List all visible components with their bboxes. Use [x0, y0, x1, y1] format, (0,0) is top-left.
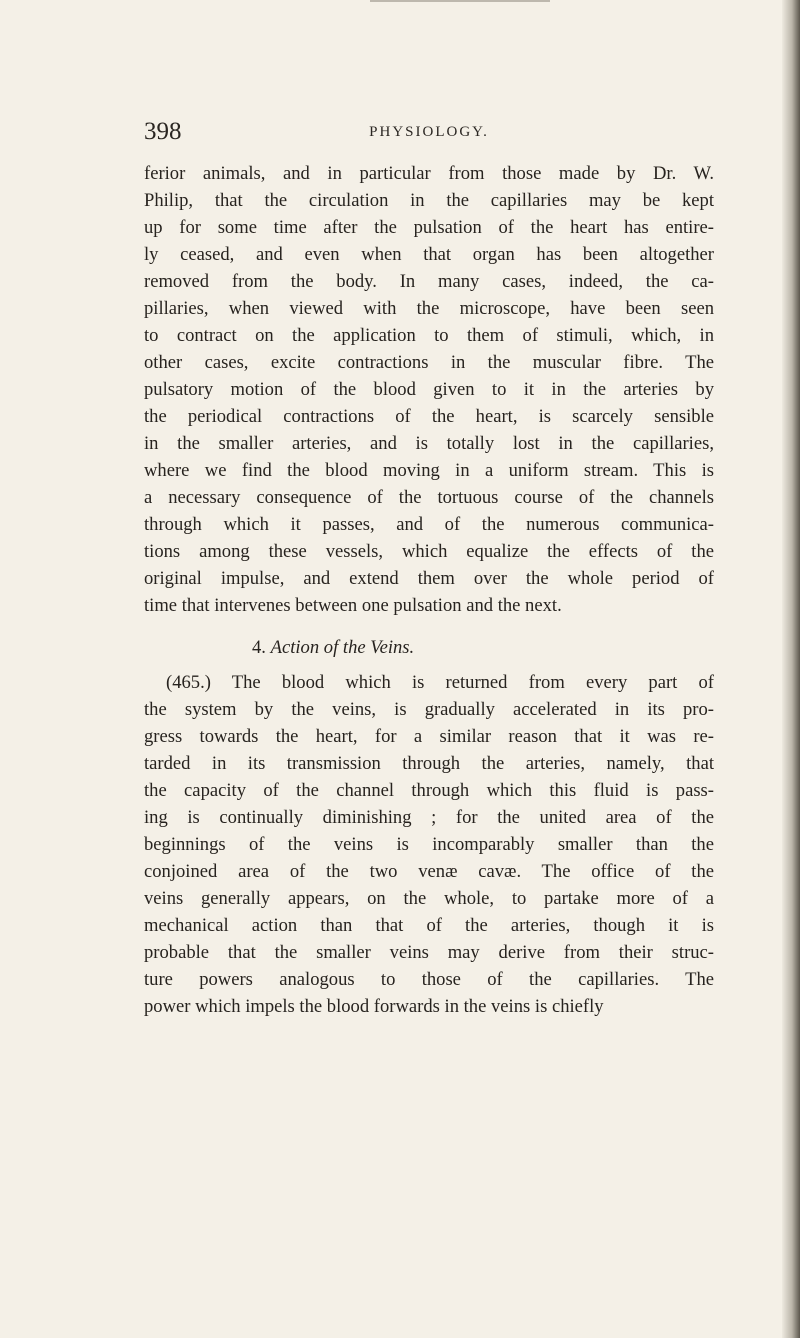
- text-line: other cases, excite contractions in the muscular fibre. The: [144, 352, 714, 373]
- text-line: beginnings of the veins is incomparably smaller than the: [144, 834, 714, 855]
- text-line: tarded in its transmission through the arteries, namely, that: [144, 753, 714, 774]
- text-line: Philip, that the circulation in the capillaries may be kept: [144, 190, 714, 211]
- text-line: pillaries, when viewed with the microscope, have been seen: [144, 298, 714, 319]
- text-line: where we find the blood moving in a uniform stream. This is: [144, 460, 714, 481]
- text-line: mechanical action than that of the arteries, though it is: [144, 915, 714, 936]
- section-heading: [144, 627, 714, 669]
- page-body: [144, 160, 714, 1020]
- text-line: tions among these vessels, which equalize the effects of the: [144, 541, 714, 562]
- running-head: PHYSIOLOGY.: [369, 124, 489, 140]
- text-line: veins generally appears, on the whole, to partake more of a: [144, 888, 714, 909]
- text-line: power which impels the blood forwards in the veins is chiefly: [144, 996, 604, 1017]
- text-line: ing is continually diminishing ; for the united area of the: [144, 807, 714, 828]
- text-line: up for some time after the pulsation of the heart has entire-: [144, 217, 714, 238]
- text-line: time that intervenes between one pulsation and the next.: [144, 595, 562, 616]
- text-line: conjoined area of the two venæ cavæ. The office of the: [144, 861, 714, 882]
- page-header: [144, 118, 714, 148]
- text-line: original impulse, and extend them over the whole period of: [144, 568, 714, 589]
- text-line: (465.) The blood which is returned from every part of: [166, 672, 714, 693]
- text-line: the capacity of the channel through which this fluid is pass-: [144, 780, 714, 801]
- page-top-edge: [370, 0, 550, 2]
- text-line: ture powers analogous to those of the capillaries. The: [144, 969, 714, 990]
- text-line: through which it passes, and of the numerous communica-: [144, 514, 714, 535]
- page-binding-edge: [782, 0, 800, 1338]
- section-title: Action of the Veins.: [270, 637, 415, 658]
- text-line: ly ceased, and even when that organ has been altogether: [144, 244, 714, 265]
- text-line: the periodical contractions of the heart, is scarcely sensible: [144, 406, 714, 427]
- page-number: 398: [144, 118, 182, 145]
- text-line: removed from the body. In many cases, indeed, the ca-: [144, 271, 714, 292]
- text-line: ferior animals, and in particular from those made by Dr. W.: [144, 163, 714, 184]
- text-line: to contract on the application to them of stimuli, which, in: [144, 325, 714, 346]
- paragraph-1: [144, 160, 714, 619]
- text-line: probable that the smaller veins may derive from their struc-: [144, 942, 714, 963]
- text-line: gress towards the heart, for a similar reason that it was re-: [144, 726, 714, 747]
- section-number: 4.: [252, 637, 266, 658]
- text-line: a necessary consequence of the tortuous course of the channels: [144, 487, 714, 508]
- text-line: pulsatory motion of the blood given to it in the arteries by: [144, 379, 714, 400]
- text-line: the system by the veins, is gradually accelerated in its pro-: [144, 699, 714, 720]
- text-line: in the smaller arteries, and is totally lost in the capillaries,: [144, 433, 714, 454]
- paragraph-2: [144, 669, 714, 1020]
